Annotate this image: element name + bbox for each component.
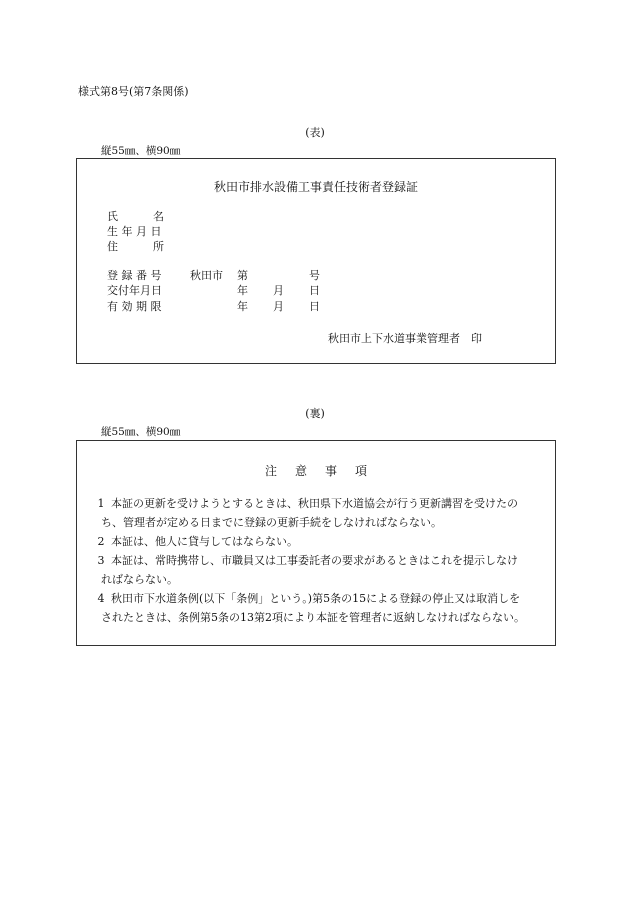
name-label-char1: 氏 [107, 210, 118, 223]
registration-city: 秋田市 [190, 269, 223, 282]
back-size-note: 縦55㎜、横90㎜ [101, 426, 181, 438]
expiry-date-label: 有 効 期 限 [107, 300, 162, 313]
note-text: 本証の更新を受けようとするときは、秋田県下水道協会が行う更新講習を受けたの [111, 497, 518, 510]
back-side-label: (裏) [305, 407, 325, 420]
registration-go: 号 [309, 269, 320, 282]
notes-list [91, 494, 543, 627]
notes-title-char: 注 [264, 464, 277, 478]
birth-date-label: 生 年 月 日 [107, 225, 162, 238]
address-label-char1: 住 [107, 240, 118, 253]
certificate-back-card [76, 440, 556, 646]
certificate-front-card [76, 158, 556, 364]
expiry-year: 年 [237, 300, 248, 313]
issue-day: 日 [309, 284, 320, 297]
note-text-continued: ればならない。 [101, 573, 178, 586]
notes-title-char: 意 [294, 464, 307, 478]
name-label-char2: 名 [153, 210, 164, 223]
issuer-seal: 秋田市上下水道事業管理者 印 [328, 332, 482, 345]
front-side-label: (表) [305, 126, 325, 139]
front-size-note: 縦55㎜、横90㎜ [101, 145, 181, 157]
note-text: 本証は、常時携帯し、市職員又は工事委託者の要求があるときはこれを提示しなけ [111, 554, 518, 567]
note-number: 2 [97, 535, 105, 548]
registration-dai: 第 [237, 269, 248, 282]
address-label-char2: 所 [153, 240, 164, 253]
note-number: 4 [97, 592, 105, 605]
note-number: 1 [97, 497, 105, 510]
notes-title-char: 事 [325, 464, 338, 478]
note-item [91, 551, 543, 589]
note-text-continued: ち、管理者が定める日までに登録の更新手続をしなければならない。 [101, 516, 442, 529]
note-item [91, 532, 543, 551]
issue-date-label: 交付年月日 [107, 284, 162, 297]
certificate-title: 秋田市排水設備工事責任技術者登録証 [213, 180, 418, 194]
note-item [91, 589, 543, 627]
note-text-continued: されたときは、条例第5条の13第2項により本証を管理者に返納しなければならない。 [101, 611, 525, 624]
note-number: 3 [97, 554, 105, 567]
form-number: 様式第8号(第7条関係) [78, 85, 189, 98]
expiry-month: 月 [273, 300, 284, 313]
note-text: 秋田市下水道条例(以下「条例」という。)第5条の15による登録の停止又は取消しを [111, 592, 521, 605]
issue-year: 年 [237, 284, 248, 297]
notes-title-char: 項 [355, 464, 368, 478]
note-item [91, 494, 543, 532]
registration-number-label: 登 録 番 号 [107, 269, 162, 282]
expiry-day: 日 [309, 300, 320, 313]
issue-month: 月 [273, 284, 284, 297]
note-text: 本証は、他人に貸与してはならない。 [111, 535, 298, 548]
notes-title [77, 465, 555, 477]
